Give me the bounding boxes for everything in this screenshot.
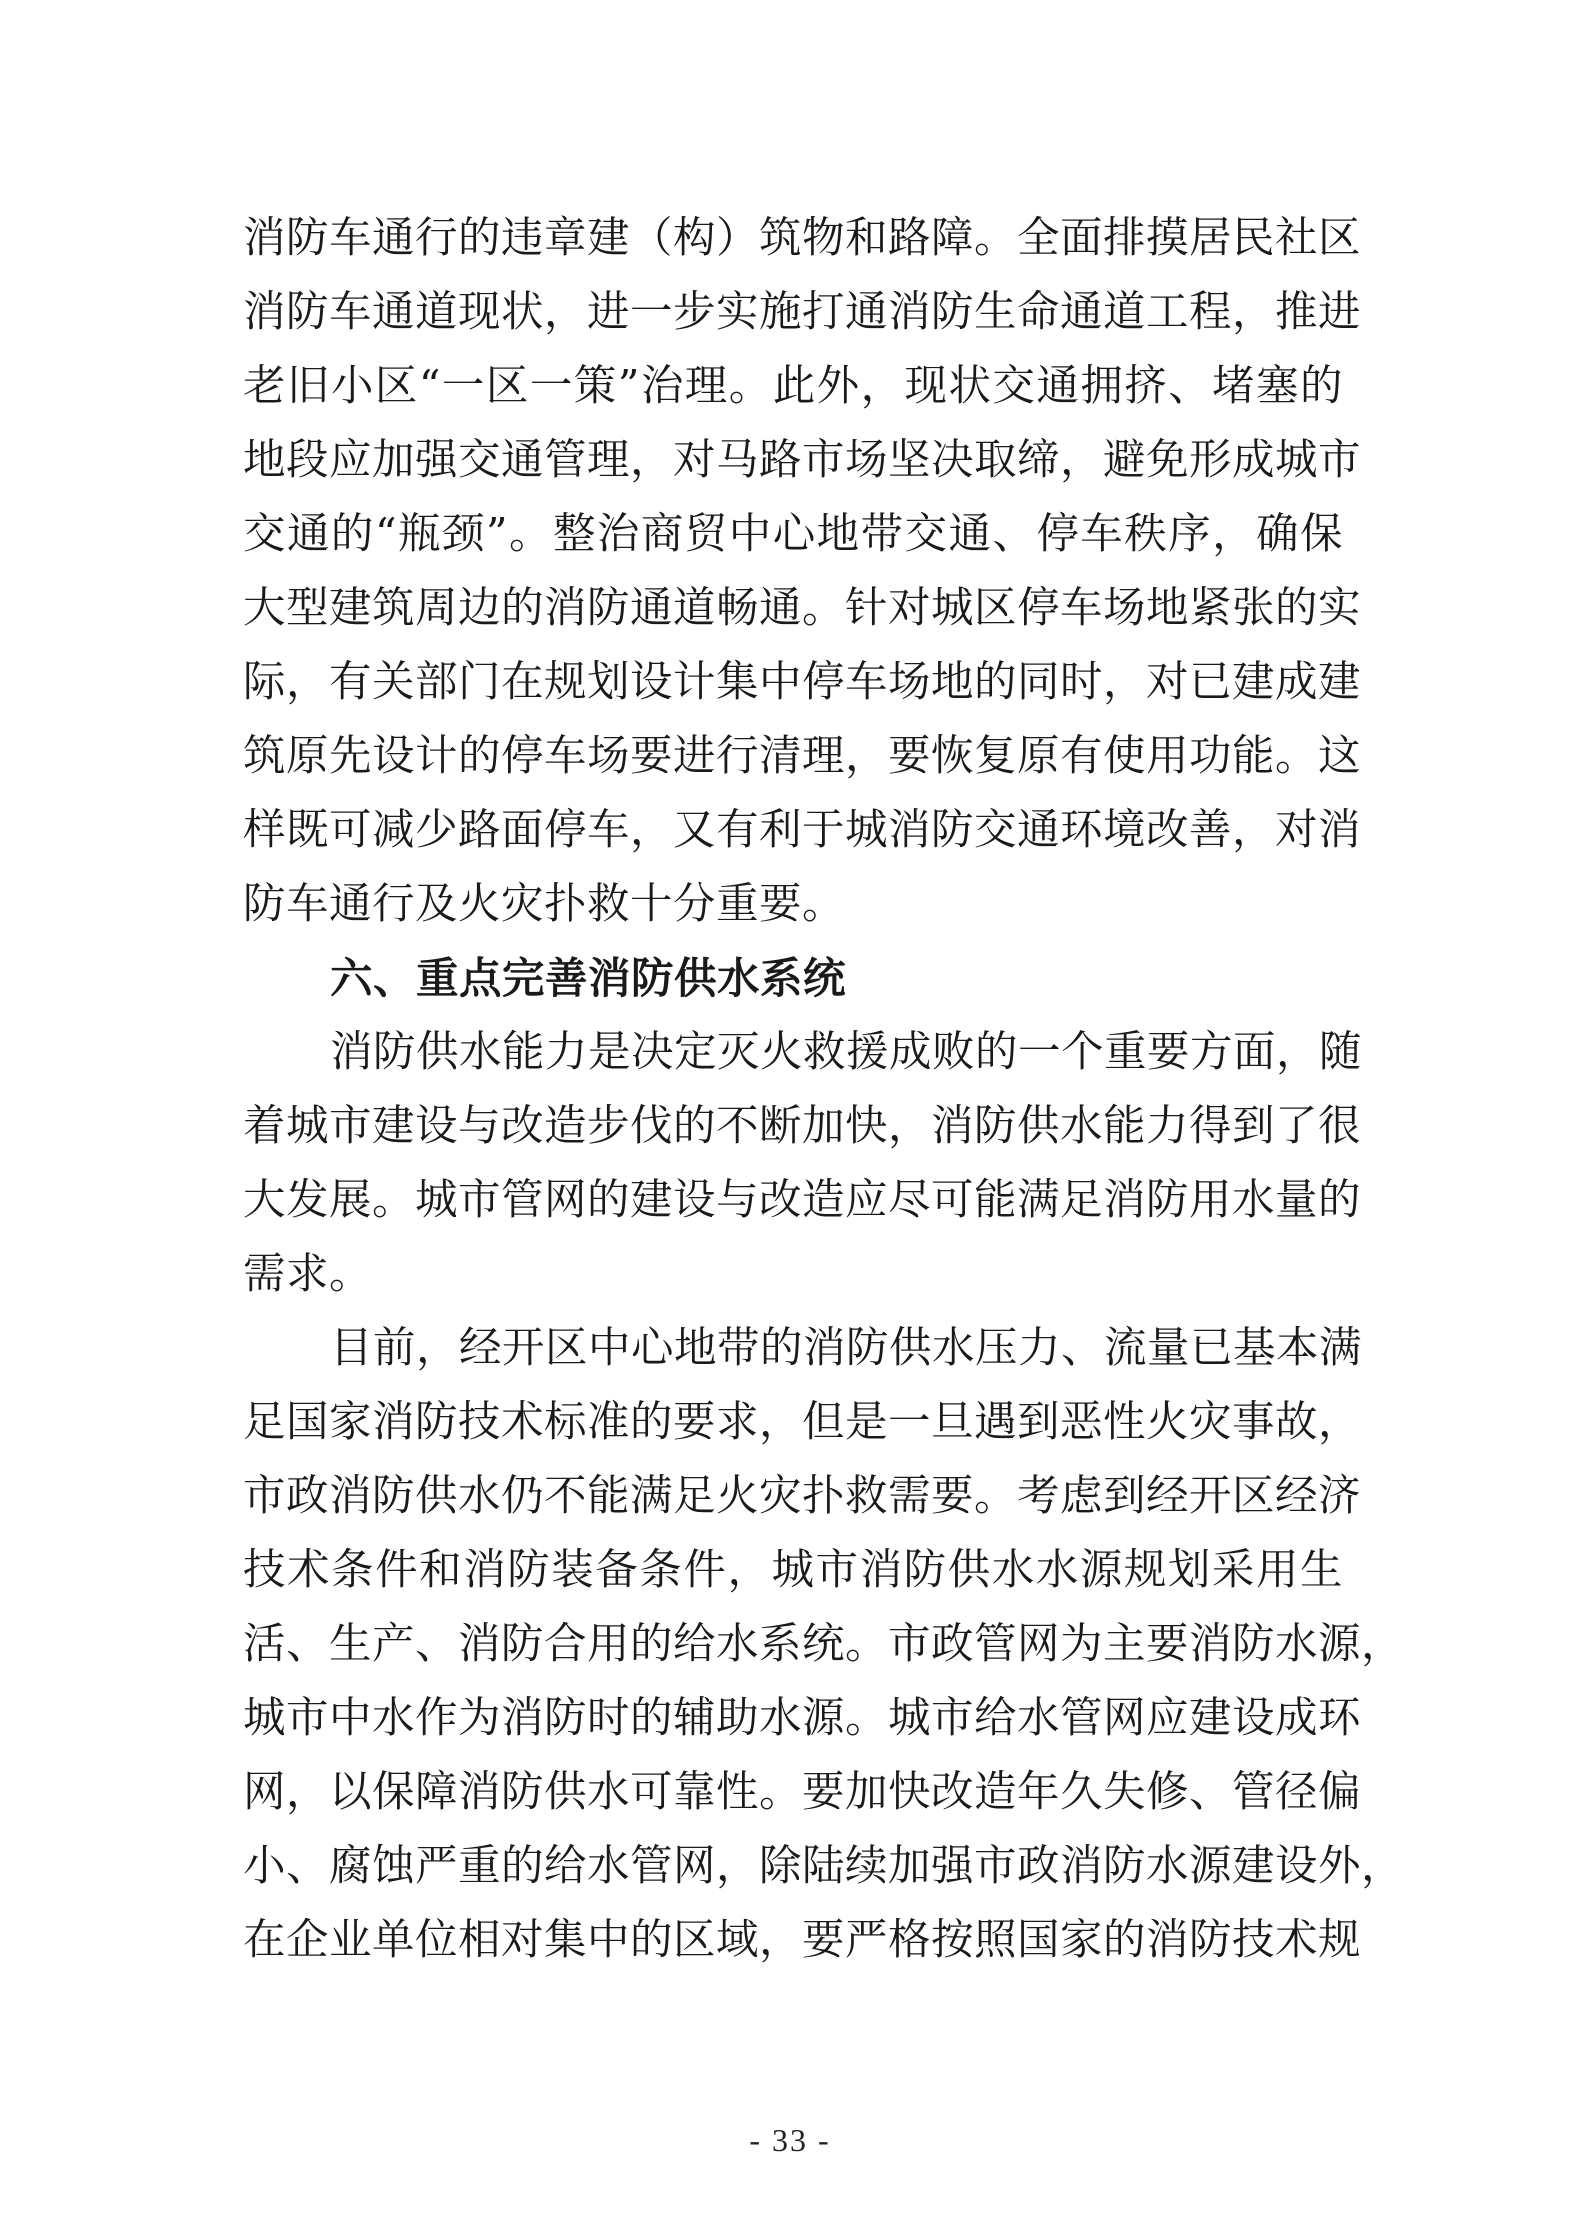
paragraph-1-line-1: 消防车通行的违章建（构）筑物和路障。全面排摸居民社区 — [243, 214, 1362, 263]
paragraph-3-line-7: 网，以保障消防供水可靠性。要加快改造年久失修、管径偏 — [243, 1768, 1362, 1817]
paragraph-3-line-9: 在企业单位相对集中的区域，要严格按照国家的消防技术规 — [243, 1916, 1362, 1965]
paragraph-1-line-5: 交通的“瓶颈”。整治商贸中心地带交通、停车秩序，确保 — [243, 510, 1343, 559]
paragraph-3-line-1: 目前，经开区中心地带的消防供水压力、流量已基本满 — [330, 1324, 1363, 1373]
section-heading: 六、重点完善消防供水系统 — [330, 954, 847, 1004]
paragraph-3-line-3: 市政消防供水仍不能满足火灾扑救需要。考虑到经开区经济 — [243, 1472, 1362, 1521]
page-number: - 33 - — [749, 2122, 831, 2158]
paragraph-3-line-8: 小、腐蚀严重的给水管网，除陆续加强市政消防水源建设外， — [243, 1842, 1405, 1891]
paragraph-3-line-2: 足国家消防技术标准的要求，但是一旦遇到恶性火灾事故， — [243, 1398, 1362, 1447]
paragraph-1-line-4: 地段应加强交通管理，对马路市场坚决取缔，避免形成城市 — [243, 436, 1362, 485]
paragraph-2-line-2: 着城市建设与改造步伐的不断加快，消防供水能力得到了很 — [243, 1102, 1362, 1151]
paragraph-3-line-4: 技术条件和消防装备条件，城市消防供水水源规划采用生 — [243, 1546, 1343, 1595]
paragraph-1-line-9: 样既可减少路面停车，又有利于城消防交通环境改善，对消 — [243, 806, 1362, 855]
paragraph-2-line-4: 需求。 — [243, 1250, 373, 1299]
paragraph-3-line-6: 城市中水作为消防时的辅助水源。城市给水管网应建设成环 — [243, 1694, 1362, 1743]
paragraph-2-line-3: 大发展。城市管网的建设与改造应尽可能满足消防用水量的 — [243, 1176, 1362, 1225]
paragraph-1-line-6: 大型建筑周边的消防通道畅通。针对城区停车场地紧张的实 — [243, 584, 1362, 633]
paragraph-1-line-2: 消防车通道现状，进一步实施打通消防生命通道工程，推进 — [243, 288, 1362, 337]
paragraph-1-line-7: 际，有关部门在规划设计集中停车场地的同时，对已建成建 — [243, 658, 1362, 707]
paragraph-2-line-1: 消防供水能力是决定灭火救援成败的一个重要方面，随 — [330, 1028, 1363, 1077]
paragraph-1-line-3: 老旧小区“一区一策”治理。此外，现状交通拥挤、堵塞的 — [243, 362, 1343, 411]
paragraph-1-line-10: 防车通行及火灾扑救十分重要。 — [243, 880, 846, 929]
paragraph-3-line-5: 活、生产、消防合用的给水系统。市政管网为主要消防水源， — [243, 1620, 1405, 1669]
paragraph-1-line-8: 筑原先设计的停车场要进行清理，要恢复原有使用功能。这 — [243, 732, 1362, 781]
